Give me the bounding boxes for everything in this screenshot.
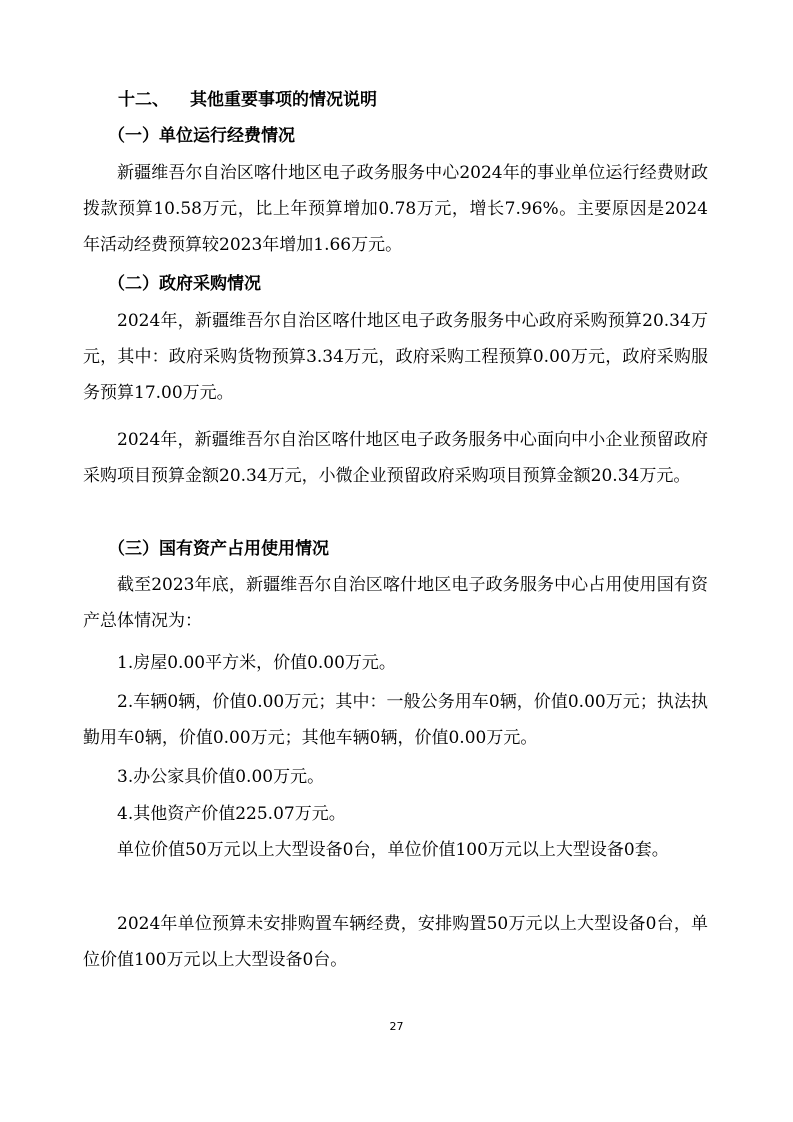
paragraph-assets-other: 4.其他资产价值225.07万元。 [117, 804, 346, 824]
paragraph-assets-furniture: 3.办公家具价值0.00万元。 [117, 767, 325, 787]
section-title [118, 88, 377, 112]
subsection-heading-2: （二）政府采购情况 [108, 274, 261, 294]
section-title-text: 其他重要事项的情况说明 [190, 90, 377, 110]
paragraph-large-equipment: 单位价值50万元以上大型设备0台，单位价值100万元以上大型设备0套。 [117, 840, 669, 860]
paragraph-procurement-budget: 2024年，新疆维吾尔自治区喀什地区电子政务服务中心政府采购预算20.34万元，其中：政府采购货物预算3.34万元，政府采购工程预算0.00万元，政府采购服务预算17.00万元。 [83, 311, 708, 403]
subsection-heading-1: （一）单位运行经费情况 [108, 126, 295, 146]
paragraph-assets-vehicles: 2.车辆0辆，价值0.00万元；其中：一般公务用车0辆，价值0.00万元；执法执勤用车0辆，价值0.00万元；其他车辆0辆，价值0.00万元。 [83, 692, 708, 748]
subsection-heading-3: （三）国有资产占用使用情况 [108, 539, 329, 559]
paragraph-assets-overview: 截至2023年底，新疆维吾尔自治区喀什地区电子政务服务中心占用使用国有资产总体情况为： [83, 575, 708, 631]
paragraph-purchase-plan: 2024年单位预算未安排购置车辆经费，安排购置50万元以上大型设备0台，单位价值100万元以上大型设备0台。 [83, 914, 708, 970]
page-number: 27 [389, 1020, 404, 1033]
section-number: 十二、 [118, 90, 169, 110]
paragraph-assets-housing: 1.房屋0.00平方米，价值0.00万元。 [117, 653, 396, 673]
paragraph-sme-reserved: 2024年，新疆维吾尔自治区喀什地区电子政务服务中心面向中小企业预留政府采购项目预算金额20.34万元，小微企业预留政府采购项目预算金额20.34万元。 [83, 430, 708, 486]
paragraph-operating-costs: 新疆维吾尔自治区喀什地区电子政务服务中心2024年的事业单位运行经费财政拨款预算10.58万元，比上年预算增加0.78万元，增长7.96%。主要原因是2024年活动经费预算较2023年增加1.66万元。 [83, 163, 708, 255]
